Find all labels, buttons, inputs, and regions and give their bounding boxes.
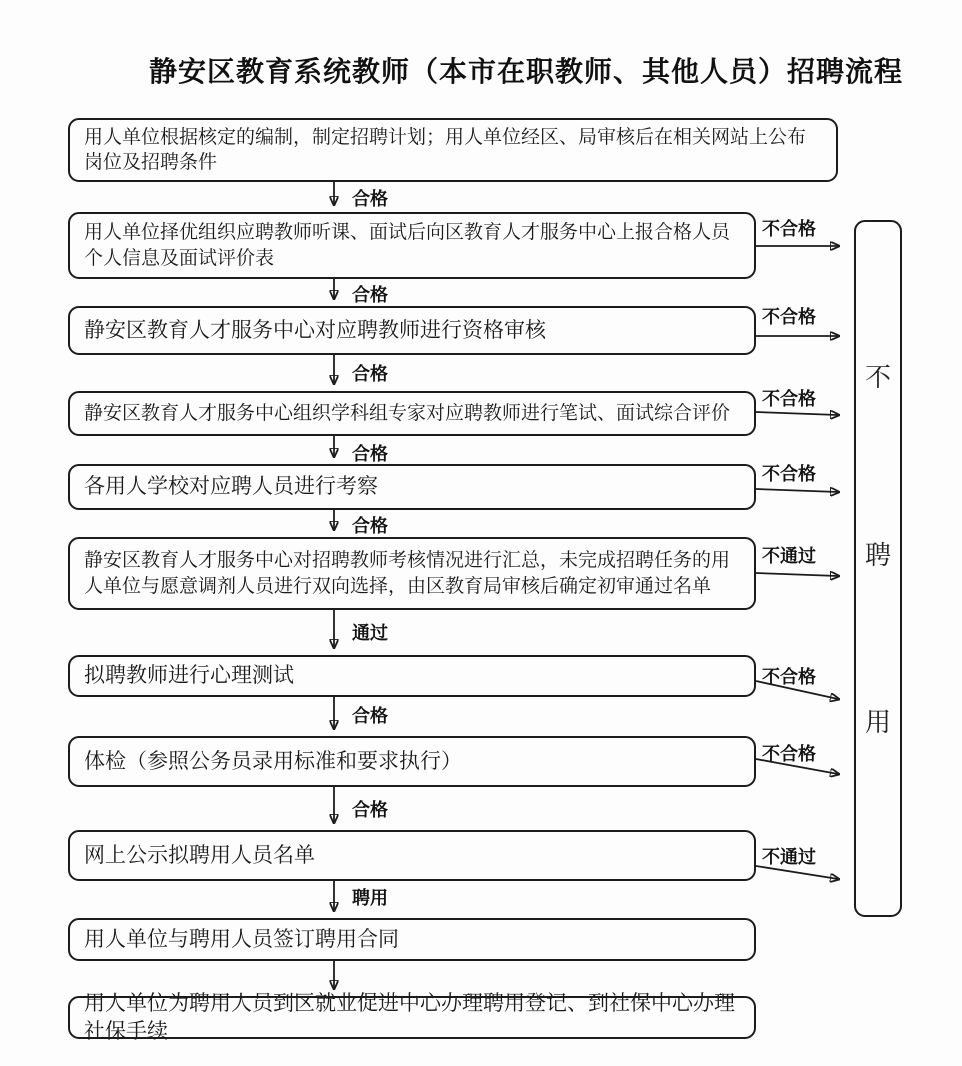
fail-label-7: 不合格 xyxy=(762,744,816,764)
flow-step-text: 静安区教育人才服务中心对招聘教师考核情况进行汇总，未完成招聘任务的用人单位与愿意调剂人员进行双向选择，由区教育局审核后确定初审通过名单 xyxy=(84,550,731,597)
fail-label-3: 不合格 xyxy=(762,389,816,409)
flow-step-text: 网上公示拟聘用人员名单 xyxy=(84,842,315,867)
flow-step-psych-test xyxy=(68,655,756,697)
flow-step-qualification-review xyxy=(68,306,756,355)
side-arrow-4 xyxy=(756,489,838,492)
flow-step-text: 用人单位与聘用人员签订聘用合同 xyxy=(84,926,399,951)
fail-label-1: 不合格 xyxy=(762,219,816,239)
flow-step-text: 各用人学校对应聘人员进行考察 xyxy=(84,474,378,499)
reject-box-not-hired xyxy=(854,220,902,917)
pass-label-1: 合格 xyxy=(352,189,388,209)
flow-step-text: 用人单位为聘用人员到区就业促进中心办理聘用登记、到社保中心办理社保手续 xyxy=(84,990,735,1043)
fail-label-8: 不通过 xyxy=(762,847,816,867)
pass-label-5: 合格 xyxy=(352,516,388,536)
side-arrow-5 xyxy=(756,573,838,576)
pass-label-6: 通过 xyxy=(352,623,388,643)
fail-label-6: 不合格 xyxy=(762,667,816,687)
flow-step-registration-insurance xyxy=(68,990,756,1043)
pass-label-8: 合格 xyxy=(352,800,388,820)
reject-box-char: 聘 xyxy=(864,541,891,570)
reject-box-char: 不 xyxy=(864,363,891,392)
flow-step-physical-exam xyxy=(68,736,756,787)
flow-step-publish-plan xyxy=(68,118,838,182)
flow-step-text: 静安区教育人才服务中心组织学科组专家对应聘教师进行笔试、面试综合评价 xyxy=(84,402,731,424)
flow-step-text: 体检（参照公务员录用标准和要求执行） xyxy=(84,748,462,773)
flow-step-text: 用人单位根据核定的编制，制定招聘计划；用人单位经区、局审核后在相关网站上公布岗位及招聘条件 xyxy=(84,126,807,173)
flow-step-text: 用人单位择优组织应聘教师听课、面试后向区教育人才服务中心上报合格人员个人信息及面试评价表 xyxy=(84,222,731,269)
reject-box-char: 用 xyxy=(864,708,891,737)
pass-label-7: 合格 xyxy=(352,706,388,726)
pass-label-9: 聘用 xyxy=(352,888,388,908)
pass-label-2: 合格 xyxy=(352,285,388,305)
flow-step-public-notice xyxy=(68,830,756,881)
flow-step-school-inspection xyxy=(68,464,756,510)
fail-label-5: 不通过 xyxy=(762,546,816,566)
side-arrow-3 xyxy=(756,412,838,415)
page-title: 静安区教育系统教师（本市在职教师、其他人员）招聘流程 xyxy=(148,56,903,87)
flow-step-text: 静安区教育人才服务中心对应聘教师进行资格审核 xyxy=(84,317,546,342)
flow-step-summary-adjustment xyxy=(68,537,756,610)
pass-label-4: 合格 xyxy=(352,444,388,464)
flow-step-sign-contract xyxy=(68,918,756,961)
fail-label-2: 不合格 xyxy=(762,307,816,327)
flow-step-written-interview-eval xyxy=(68,391,756,436)
pass-label-3: 合格 xyxy=(352,364,388,384)
flow-step-report-candidates xyxy=(68,212,756,279)
flow-step-text: 拟聘教师进行心理测试 xyxy=(84,663,294,688)
fail-label-4: 不合格 xyxy=(762,464,816,484)
